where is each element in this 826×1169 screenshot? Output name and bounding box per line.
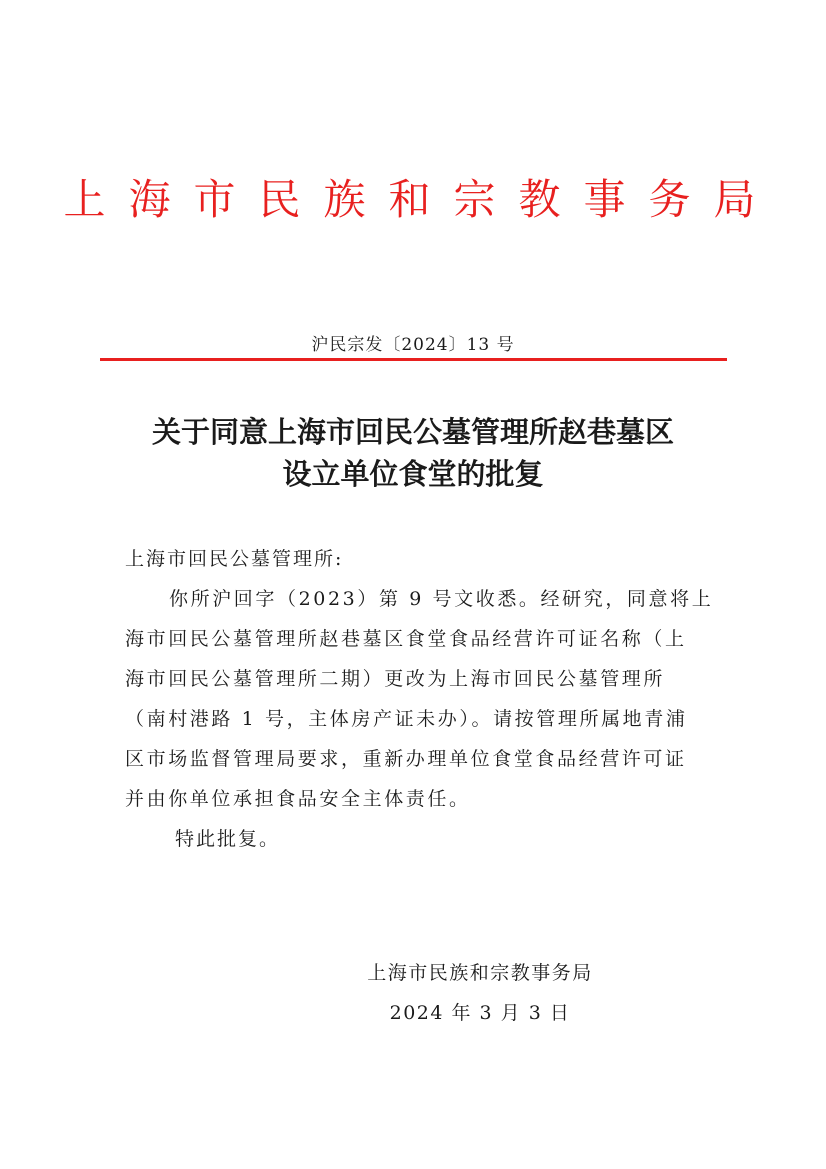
document-title-line-1: 关于同意上海市回民公墓管理所赵巷墓区 <box>151 415 674 449</box>
body-line: 区市场监督管理局要求，重新办理单位食堂食品经营许可证 <box>125 748 687 770</box>
red-divider-rule <box>100 358 727 361</box>
issuer-header: 上海市民族和宗教事务局 <box>63 175 779 224</box>
body-paragraph <box>125 579 714 819</box>
document-title <box>0 411 826 495</box>
closing-phrase: 特此批复。 <box>175 828 281 850</box>
body-line: 海市回民公墓管理所赵巷墓区食堂食品经营许可证名称（上 <box>125 628 687 650</box>
signature-issuer: 上海市民族和宗教事务局 <box>367 962 593 984</box>
signature-date: 2024 年 3 月 3 日 <box>389 1002 571 1024</box>
addressee: 上海市回民公墓管理所: <box>125 548 344 570</box>
body-line: （南村港路 1 号，主体房产证未办）。请按管理所属地青浦 <box>125 708 688 730</box>
body-line: 你所沪回字（2023）第 9 号文收悉。经研究，同意将上 <box>169 588 714 610</box>
body-line: 海市回民公墓管理所二期）更改为上海市回民公墓管理所 <box>125 668 666 690</box>
document-number: 沪民宗发〔2024〕13 号 <box>311 335 515 355</box>
document-title-line-2: 设立单位食堂的批复 <box>282 457 544 491</box>
body-line: 并由你单位承担食品安全主体责任。 <box>125 788 471 810</box>
signature-block <box>300 953 660 1033</box>
document-body <box>125 539 714 859</box>
